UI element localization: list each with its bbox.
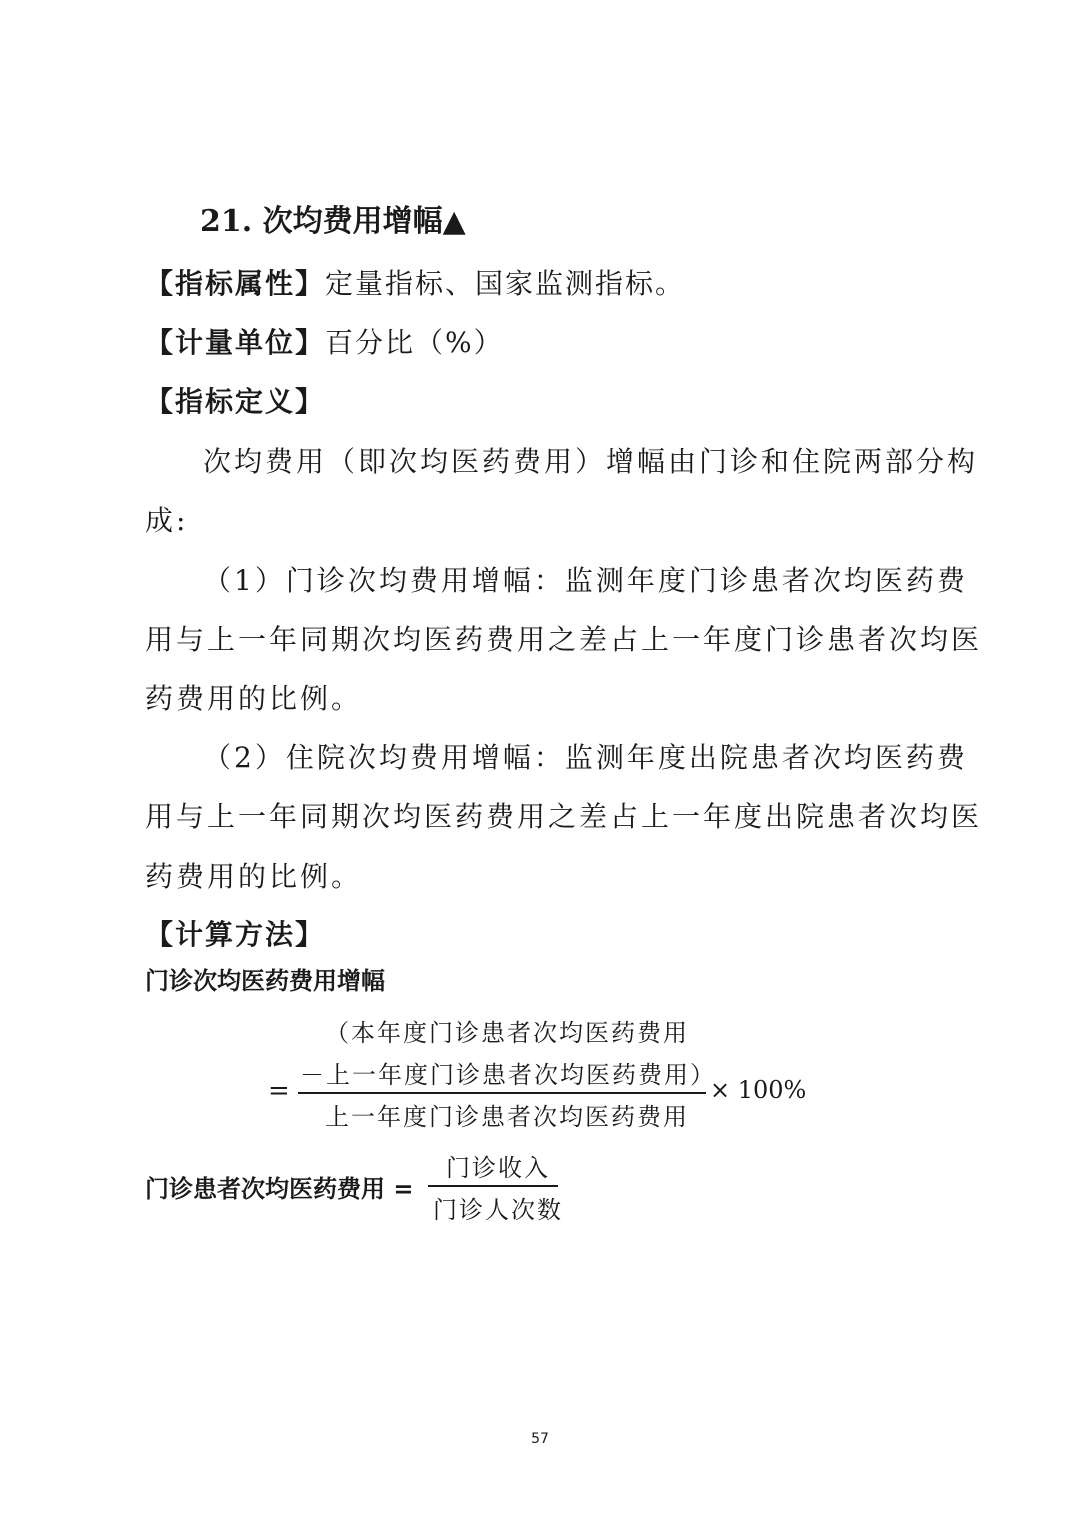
- page-number: 57: [531, 1431, 549, 1447]
- definition-item2-line2: 用与上一年同期次均医药费用之差占上一年度出院患者次均医: [145, 800, 983, 833]
- formula1-equals: =: [268, 1076, 292, 1106]
- unit-label: 【计量单位】: [145, 326, 326, 359]
- definition-item2-line3: 药费用的比例。: [145, 860, 363, 893]
- definition-item1-line1: （1）门诊次均费用增幅：监测年度门诊患者次均医药费: [203, 564, 968, 597]
- attribute-row: [145, 262, 685, 302]
- definition-item2-line1: （2）住院次均费用增幅：监测年度出院患者次均医药费: [203, 741, 968, 774]
- definition-label: 【指标定义】: [145, 385, 326, 418]
- formula1-multiplier: × 100%: [710, 1076, 807, 1104]
- definition-item1-line2: 用与上一年同期次均医药费用之差占上一年度门诊患者次均医: [145, 623, 983, 656]
- formula2-fraction-bar: [428, 1185, 558, 1187]
- formula1-numerator-line1: （本年度门诊患者次均医药费用: [325, 1019, 689, 1047]
- section-title: 21. 次均费用增幅▲: [200, 204, 466, 239]
- definition-intro-line1: 次均费用（即次均医药费用）增幅由门诊和住院两部分构: [203, 445, 979, 478]
- formula1-denominator: 上一年度门诊患者次均医药费用: [325, 1103, 689, 1131]
- method-label: 【计算方法】: [145, 918, 326, 951]
- formula2-numerator: 门诊收入: [446, 1154, 550, 1182]
- attribute-value: 定量指标、国家监测指标。: [325, 267, 686, 300]
- formula2-name: 门诊患者次均医药费用 =: [145, 1175, 414, 1203]
- formula1-numerator-line2: －上一年度门诊患者次均医药费用）: [300, 1061, 716, 1089]
- formula1-fraction-bar: [298, 1092, 706, 1094]
- definition-intro-line2: 成:: [145, 504, 189, 537]
- attribute-label: 【指标属性】: [145, 267, 326, 300]
- unit-value: 百分比（%）: [325, 326, 504, 359]
- definition-item1-line3: 药费用的比例。: [145, 682, 363, 715]
- formula1-name: 门诊次均医药费用增幅: [145, 967, 385, 995]
- unit-row: [145, 321, 504, 361]
- formula2-denominator: 门诊人次数: [433, 1196, 563, 1224]
